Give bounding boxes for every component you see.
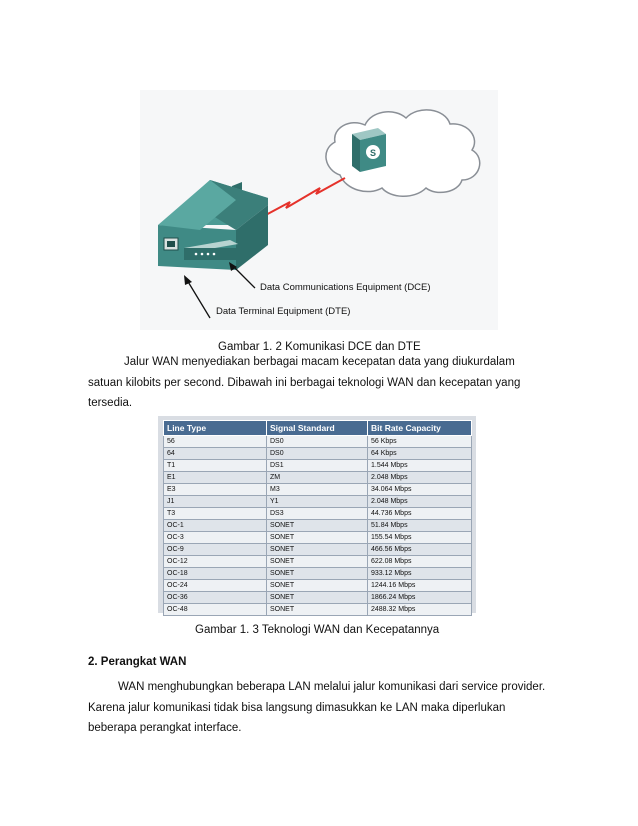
cell-bit-rate: 34.064 Mbps: [368, 484, 472, 496]
cell-signal-standard: SONET: [267, 580, 368, 592]
cell-signal-standard: Y1: [267, 496, 368, 508]
dce-dte-illustration: [140, 90, 498, 330]
figure-dce-dte: [140, 90, 498, 330]
cell-signal-standard: DS3: [267, 508, 368, 520]
paragraph-line: WAN menghubungkan beberapa LAN melalui jalur komunikasi dari service provider.: [118, 681, 546, 693]
dte-label: Data Terminal Equipment (DTE): [216, 306, 351, 317]
table-row: [164, 508, 472, 520]
lightning-link-icon: [262, 178, 345, 217]
dte-computer-icon: [164, 238, 178, 250]
cell-bit-rate: 51.84 Mbps: [368, 520, 472, 532]
cell-signal-standard: ZM: [267, 472, 368, 484]
svg-text:S: S: [369, 148, 377, 158]
paragraph-wan-speeds: [88, 352, 552, 414]
table-row: [164, 544, 472, 556]
table-row: [164, 496, 472, 508]
cell-line-type: OC-9: [164, 544, 267, 556]
paragraph-wan-devices: [88, 677, 552, 739]
wan-switch-icon: [352, 128, 386, 172]
section-heading: 2. Perangkat WAN: [88, 656, 187, 668]
paragraph-line: beberapa perangkat interface.: [88, 722, 242, 734]
cell-line-type: OC-12: [164, 556, 267, 568]
cell-line-type: T3: [164, 508, 267, 520]
cell-line-type: E1: [164, 472, 267, 484]
dte-arrow-icon: [184, 275, 210, 318]
cell-bit-rate: 44.736 Mbps: [368, 508, 472, 520]
cell-bit-rate: 2488.32 Mbps: [368, 604, 472, 616]
paragraph-line: Jalur WAN menyediakan berbagai macam kecepatan data yang diukurdalam: [124, 356, 515, 368]
cell-signal-standard: SONET: [267, 556, 368, 568]
figure-1-2-caption: Gambar 1. 2 Komunikasi DCE dan DTE: [218, 341, 421, 353]
table-row: [164, 556, 472, 568]
cell-signal-standard: DS0: [267, 448, 368, 460]
cell-signal-standard: M3: [267, 484, 368, 496]
cell-signal-standard: DS1: [267, 460, 368, 472]
paragraph-line: satuan kilobits per second. Dibawah ini berbagai teknologi WAN dan kecepatan yang: [88, 376, 521, 389]
table-row: [164, 448, 472, 460]
cell-line-type: OC-36: [164, 592, 267, 604]
cell-bit-rate: 2.048 Mbps: [368, 496, 472, 508]
paragraph-line: tersedia.: [88, 397, 133, 409]
cell-line-type: 56: [164, 436, 267, 448]
table-row: [164, 568, 472, 580]
dce-label: Data Communications Equipment (DCE): [260, 282, 431, 293]
cell-bit-rate: 1244.16 Mbps: [368, 580, 472, 592]
table-row: [164, 592, 472, 604]
cell-signal-standard: SONET: [267, 604, 368, 616]
cell-signal-standard: SONET: [267, 568, 368, 580]
wan-speed-table: [163, 420, 472, 616]
cell-line-type: OC-18: [164, 568, 267, 580]
cell-bit-rate: 2.048 Mbps: [368, 472, 472, 484]
cell-line-type: OC-24: [164, 580, 267, 592]
header-bit-rate-capacity: Bit Rate Capacity: [368, 421, 472, 436]
figure-wan-technology-table: [158, 416, 476, 613]
table-row: [164, 604, 472, 616]
dce-arrow-icon: [229, 262, 255, 288]
cell-line-type: J1: [164, 496, 267, 508]
cell-line-type: E3: [164, 484, 267, 496]
cell-bit-rate: 466.56 Mbps: [368, 544, 472, 556]
cell-bit-rate: 155.54 Mbps: [368, 532, 472, 544]
paragraph-line: Karena jalur komunikasi tidak bisa langsung dimasukkan ke LAN maka diperlukan: [88, 701, 506, 714]
table-row: [164, 460, 472, 472]
cell-line-type: OC-1: [164, 520, 267, 532]
table-row: [164, 520, 472, 532]
header-line-type: Line Type: [164, 421, 267, 436]
cell-signal-standard: SONET: [267, 592, 368, 604]
cell-line-type: T1: [164, 460, 267, 472]
cell-line-type: OC-48: [164, 604, 267, 616]
table-row: [164, 580, 472, 592]
table-body: [164, 436, 472, 616]
figure-1-3-caption: Gambar 1. 3 Teknologi WAN dan Kecepatannya: [195, 624, 440, 636]
cell-bit-rate: 1.544 Mbps: [368, 460, 472, 472]
cell-signal-standard: SONET: [267, 544, 368, 556]
cell-signal-standard: DS0: [267, 436, 368, 448]
cell-bit-rate: 64 Kbps: [368, 448, 472, 460]
header-signal-standard: Signal Standard: [267, 421, 368, 436]
table-row: [164, 436, 472, 448]
cell-bit-rate: 1866.24 Mbps: [368, 592, 472, 604]
table-row: [164, 484, 472, 496]
table-row: [164, 532, 472, 544]
cloud-icon: [326, 110, 480, 196]
cell-line-type: OC-3: [164, 532, 267, 544]
cell-bit-rate: 933.12 Mbps: [368, 568, 472, 580]
table-row: [164, 472, 472, 484]
cell-line-type: 64: [164, 448, 267, 460]
cell-signal-standard: SONET: [267, 532, 368, 544]
table-header-row: [164, 421, 472, 436]
cell-bit-rate: 622.08 Mbps: [368, 556, 472, 568]
cell-signal-standard: SONET: [267, 520, 368, 532]
cell-bit-rate: 56 Kbps: [368, 436, 472, 448]
